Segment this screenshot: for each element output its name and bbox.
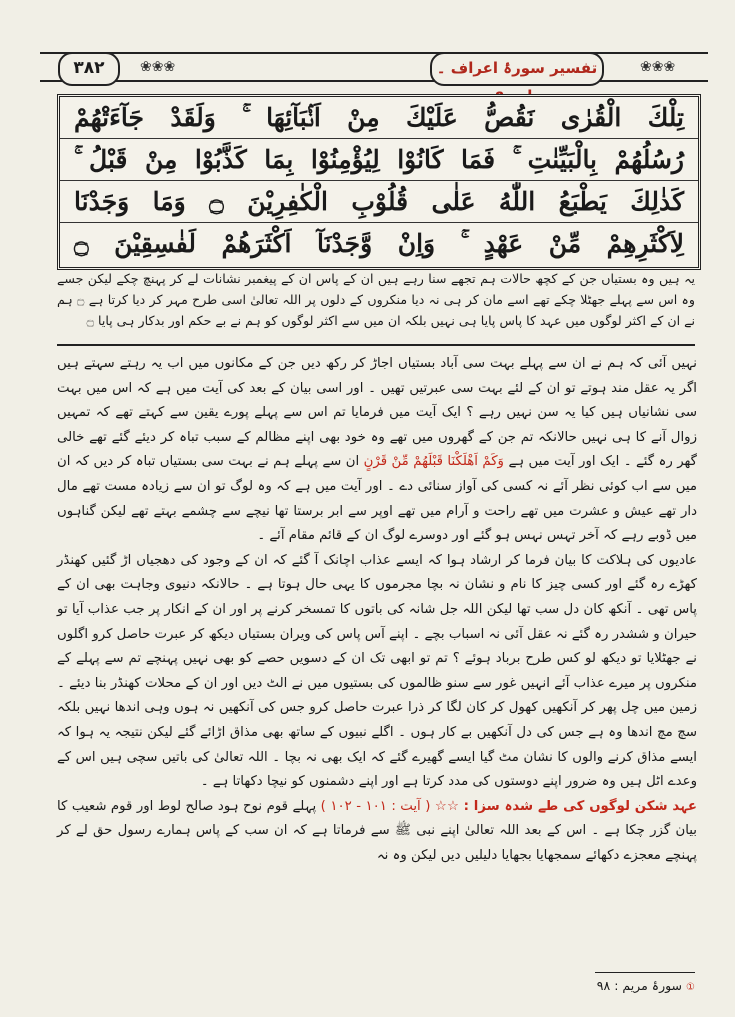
tafsir-body [57, 352, 697, 868]
page-number: ۳۸۲ [58, 52, 120, 86]
page-header [40, 46, 708, 90]
header-ornament: ❀❀❀ [640, 59, 676, 75]
urdu-translation: یہ ہیں وہ بستیاں جن کے کچھ حالات ہم تجھے سنا رہے ہیں ان کے پاس ان کے پیغمبر نشانات لے کر پہنچ چکے لیکن جسے وہ اس سے پہلے جھٹلا چکے تھے اسے مان کر ہی نہ دیا منکروں کے دلوں پر اللہ تعالیٰ اسی طرح مہر کر دیا کرتا ہے ۝ ہم نے ان کے اکثر لوگوں میں عہد کا پاس پایا ہی نہیں بلکہ ان میں سے اکثر لوگوں کو ہم نے بے حکم اور بدکار ہی پایا ۝ [57, 271, 695, 328]
running-title: تفسیر سورۂ اعراف ۔ [430, 52, 604, 86]
quran-verse-box [57, 94, 701, 270]
header-rule [40, 52, 708, 54]
footnote [520, 976, 695, 998]
quran-line: كَذٰلِكَ يَطْبَعُ اللّٰهُ عَلٰى قُلُوْبِ الْكٰفِرِيْنَ ۝ وَمَا وَجَدْنَا [60, 181, 698, 223]
footnote-marker: ① [686, 982, 695, 993]
quran-line: تِلْكَ الْقُرٰى نَقُصُّ عَلَيْكَ مِنْ اَنْۢبَآئِهَا ۚ وَلَقَدْ جَآءَتْهُمْ [60, 97, 698, 139]
quran-line: لِاَكْثَرِهِمْ مِّنْ عَهْدٍ ۚ وَاِنْ وَّجَدْنَآ اَكْثَرَهُمْ لَفٰسِقِيْنَ ۝ [74, 229, 684, 258]
tafsir-paragraph: عادیوں کی ہلاکت کا بیان فرما کر ارشاد ہوا کہ ایسے عذاب اچانک آ گئے کہ ان کے وجود کی دھجیاں اڑ گئیں کھنڈر کھڑے رہ گئے اور کسی چیز کا نام و نشان نہ بچا مجرموں کا یہی حال ہوتا ہے ۔ حالانکہ دنیوی وجاہت بھی ان کے پاس تھی ۔ آنکھ کان دل سب تھا لیکن اللہ جل شانہ کی باتوں کا تمسخر کرنے پر اور ان کے انکار پر جب عذاب آیا تو حیران و ششدر رہ گئے نہ عقل آئی نہ اسباب بچے ۔ اپنے آس پاس کی ویران بستیاں دیکھ کر عبرت حاصل کرو اگلوں نے جھٹلایا تو دیکھ لو کس طرح برباد ہوئے ؟ تم تو ابھی تک ان کے دسویں حصے کو بھی نہیں پہنچے تم سے پہلے کے منکروں پر میرے عذاب آئے انہیں غور سے سنو ظالموں کی بستیوں میں نے الٹ دیں اور ان کے محلات کھنڈر بنا دیئے ۔ زمین میں چل پھر کر آنکھیں کھول کر کان لگا کر ذرا عبرت حاصل کرو جس کی آنکھیں نہ ہوں وہی اندھا نہیں بلکہ سچ مچ اندھا وہ ہے جس کی دل آنکھیں بے کار ہوں ۔ اگلے نبیوں کے ساتھ بھی مذاق اڑائے گئے لیکن نتیجہ یہ ہوا کہ ایسے مذاق کرنے والوں کا نشان مٹ گیا ایسے گھیرے گئے کہ ایک بھی نہ بچا ۔ اللہ تعالیٰ کی باتیں سچی ہیں اس کے وعدے اٹل ہیں وہ ضرور اپنے دوستوں کی مدد کرتا ہے اور اپنے دشمنوں کو نیچا دکھاتا ہے ۔ [57, 552, 697, 790]
section-divider [57, 344, 695, 346]
section-heading: عہد شکن لوگوں کی طے شدہ سزا : [463, 798, 697, 814]
header-ornament: ❀❀❀ [140, 59, 176, 75]
quran-quote: وَكَمْ اَهْلَكْنَا قَبْلَهُمْ مِّنْ قَرْنٍ [363, 454, 504, 470]
quran-line: رُسُلُهُمْ بِالْبَيِّنٰتِ ۚ فَمَا كَانُوْا لِيُؤْمِنُوْا بِمَا كَذَّبُوْا مِنْ قَبْلُ ۚ [60, 139, 698, 181]
tafsir-paragraph: نہیں آئی کہ ہم نے ان سے پہلے بہت سی آباد بستیاں اجاڑ کر رکھ دیں جن کے مکانوں میں اب یہ رہتے سہتے ہیں اگر یہ عقل مند ہوتے تو ان کے لئے بہت سی عبرتیں تھیں ۔ اور اسی بیان کے بعد کی آیت میں ہے کہ اس میں بہت سی نشانیاں ہیں کیا یہ سن نہیں رہے ؟ ایک آیت میں فرمایا تم اس سے پہلے پورے یقین سے کہتے تھے کہ تمہیں زوال آنے کا ہی نہیں حالانکہ تم جن کے گھروں میں تھے وہ خود بھی اپنے مظالم کے سبب تباہ کر دیئے گئے تھے خالی گھر رہ گئے ۔ ایک اور آیت میں ہے وَكَمْ اَهْلَكْنَا قَبْلَهُمْ مِّنْ قَرْنٍ ان سے پہلے ہم نے بہت سی بستیاں تباہ کر دیں کہ ان میں سے اب کوئی نظر آئے نہ کسی کی آواز سنائی دے ۔ اور آیت میں ہے کہ وہ لوگ تو ان سے زیادہ مست تھے مال دار تھے عیش و عشرت میں تھے راحت و آرام میں تھے اوپر سے ابر برستا تھا نیچے سے چشمے بہتے تھے لیکن گناہوں میں ڈوبے رہے کہ آخر تہس نہس ہو گئے اور دوسرے لوگ ان کے قائم مقام آئے ۔ [57, 356, 698, 544]
footnote-text: سورۂ مریم : ۹۸ [596, 978, 683, 993]
tafsir-paragraph: عہد شکن لوگوں کی طے شدہ سزا : ☆☆ ( آیت : ۱۰۱ - ۱۰۲ ) پہلے قوم نوح ہود صالح لوط اور قوم شعیب کا بیان گزر چکا ہے ۔ اس کے بعد اللہ تعالیٰ اپنے نبی ﷺ سے فرماتا ہے کہ ان سب کے پاس ہمارے رسول حق لے کر پہنچے معجزے دکھائے سمجھایا بجھایا دلیلیں دیں لیکن وہ نہ [57, 798, 697, 863]
verse-reference: ☆☆ ( آیت : ۱۰۱ - ۱۰۲ ) [320, 798, 460, 814]
footnote-rule [595, 972, 695, 973]
header-rule [40, 80, 708, 82]
